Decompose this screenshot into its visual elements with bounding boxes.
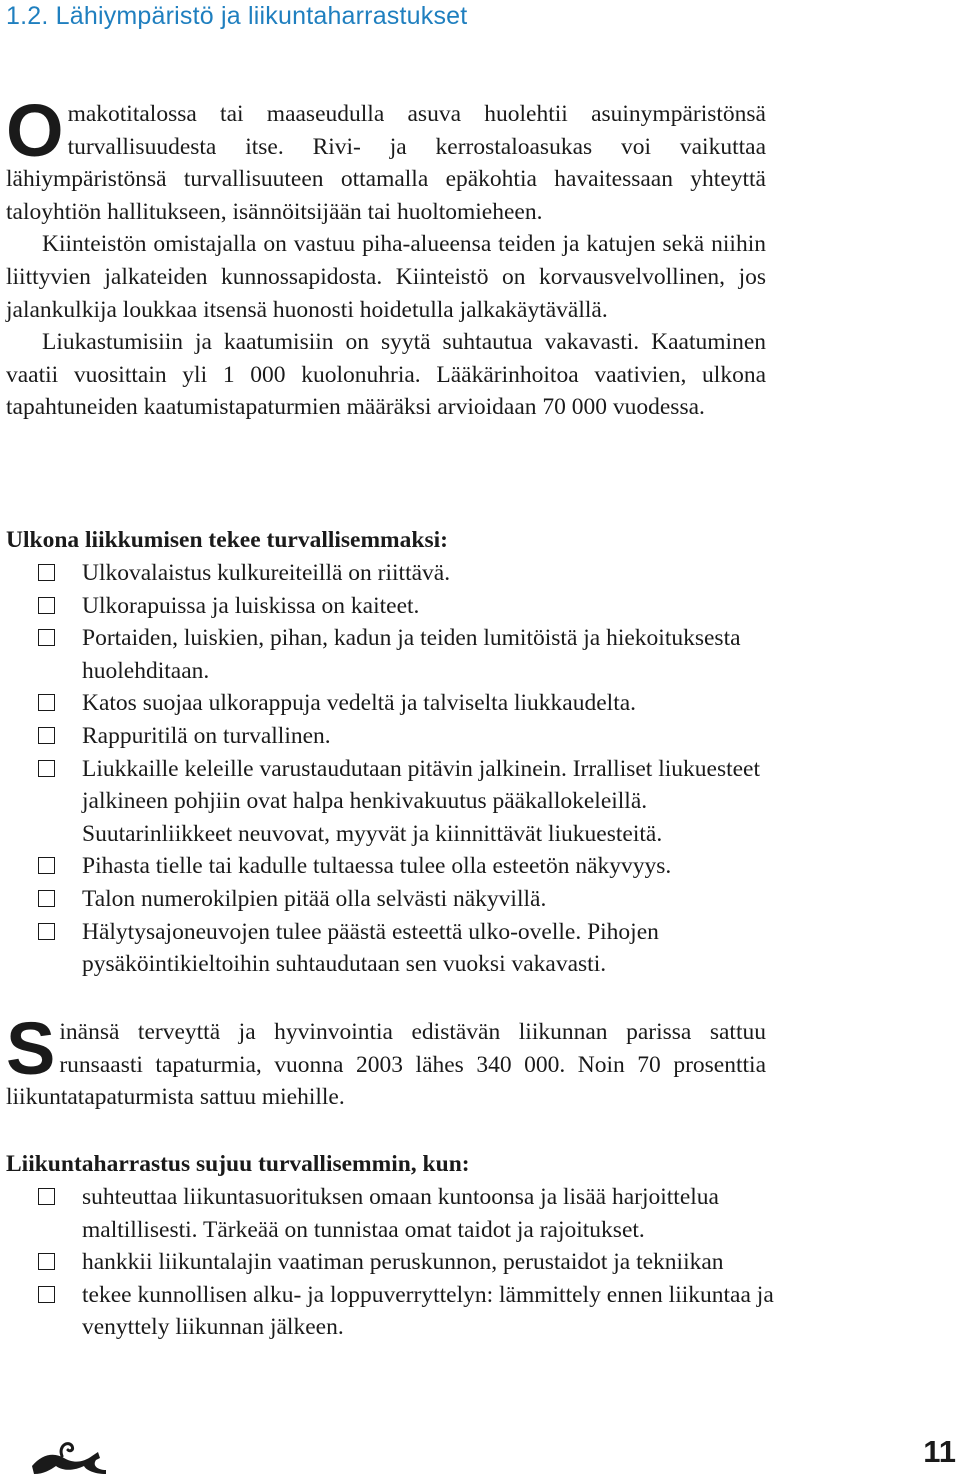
outdoor-checklist bbox=[0, 557, 775, 981]
checkbox-icon bbox=[38, 1286, 55, 1303]
checkbox-icon bbox=[38, 1253, 55, 1270]
intro-paragraph-3: Liukastumisiin ja kaatumisiin on syytä suhtautua vakavasti. Kaatuminen vaatii vuosittain yli 1 000 kuolonuhria. Lääkärinhoitoa vaativien, ulkona tapahtuneiden kaatumistapaturmien määräksi arvioidaan 70 000 vuodessa. bbox=[6, 329, 766, 421]
intro-text bbox=[6, 89, 766, 424]
checkbox-icon bbox=[38, 597, 55, 614]
intro-paragraph-1 bbox=[6, 89, 766, 228]
drop-cap: O bbox=[6, 89, 64, 172]
intro-paragraph-2: Kiinteistön omistajalla on vastuu piha-alueensa teiden ja katujen sekä niihin liittyvien jalkateiden kunnossapidosta. Kiinteistö on korvausvelvollinen, jos jalankulkija loukkaa itsensä huonosti hoidetulla jalkakäytävällä. bbox=[6, 231, 766, 323]
checkbox-icon bbox=[38, 694, 55, 711]
drop-cap: S bbox=[6, 1007, 56, 1090]
sports-subheading: Liikuntaharrastus sujuu turvallisemmin, kun: bbox=[6, 1151, 470, 1177]
list-item: Talon numerokilpien pitää olla selvästi näkyvillä. bbox=[0, 883, 775, 916]
list-item: Rappuritilä on turvallinen. bbox=[0, 720, 775, 753]
list-item: Portaiden, luiskien, pihan, kadun ja teiden lumitöistä ja hiekoituksesta huolehditaan. bbox=[0, 622, 775, 687]
list-item: Pihasta tielle tai kadulle tultaessa tulee olla esteetön näkyvyys. bbox=[0, 850, 775, 883]
list-item: Katos suojaa ulkorappuja vedeltä ja talviselta liukkaudelta. bbox=[0, 687, 775, 720]
intro-p1-text: makotitalossa tai maaseudulla asuva huolehtii asuinympäristönsä turvallisuudesta itse. Rivi- ja kerrostaloasukas voi vaikuttaa lähiympäristönsä turvallisuuteen ottamalla epäkohtia havaitessaan yhteyttä taloyhtiön hallitukseen, isännöitsijään tai huoltomieheen. bbox=[6, 101, 766, 225]
checkbox-icon bbox=[38, 564, 55, 581]
checkbox-icon bbox=[38, 1188, 55, 1205]
list-item: tekee kunnollisen alku- ja loppuverryttelyn: lämmittely ennen liikuntaa ja venyttely liikunnan jälkeen. bbox=[0, 1279, 775, 1344]
checkbox-icon bbox=[38, 629, 55, 646]
sports-paragraph bbox=[6, 1007, 766, 1114]
list-item: hankkii liikuntalajin vaatiman peruskunnon, perustaidot ja tekniikan bbox=[0, 1246, 775, 1279]
list-item: Hälytysajoneuvojen tulee päästä esteettä ulko-ovelle. Pihojen pysäköintikieltoihin suhtaudutaan sen vuoksi vakavasti. bbox=[0, 916, 775, 981]
checkbox-icon bbox=[38, 760, 55, 777]
cat-logo-icon bbox=[28, 1436, 112, 1478]
sports-text bbox=[6, 1007, 766, 1114]
checkbox-icon bbox=[38, 727, 55, 744]
list-item: suhteuttaa liikuntasuorituksen omaan kuntoonsa ja lisää harjoittelua maltillisesti. Tärkeää on tunnistaa omat taidot ja rajoitukset. bbox=[0, 1181, 775, 1246]
page-number: 11 bbox=[923, 1434, 956, 1469]
sports-p1-text: inänsä terveyttä ja hyvinvointia edistävän liikunnan parissa sattuu runsaasti tapaturmia, vuonna 2003 lähes 340 000. Noin 70 prosenttia liikuntatapaturmista sattuu miehille. bbox=[6, 1019, 766, 1111]
list-item: Ulkovalaistus kulkureiteillä on riittävä. bbox=[0, 557, 775, 590]
checkbox-icon bbox=[38, 923, 55, 940]
list-item: Ulkorapuissa ja luiskissa on kaiteet. bbox=[0, 590, 775, 623]
section-heading: 1.2. Lähiympäristö ja liikuntaharrastukset bbox=[6, 2, 468, 30]
checkbox-icon bbox=[38, 857, 55, 874]
checkbox-icon bbox=[38, 890, 55, 907]
outdoor-subheading: Ulkona liikkumisen tekee turvallisemmaksi: bbox=[6, 527, 448, 553]
list-item: Liukkaille keleille varustaudutaan pitävin jalkinein. Irralliset liukuesteet jalkineen pohjiin ovat halpa henkivakuutus pääkallokeleillä. Suutarinliikkeet neuvovat, myyvät ja kiinnittävät liukuesteitä. bbox=[0, 753, 775, 851]
sports-checklist bbox=[0, 1181, 775, 1344]
